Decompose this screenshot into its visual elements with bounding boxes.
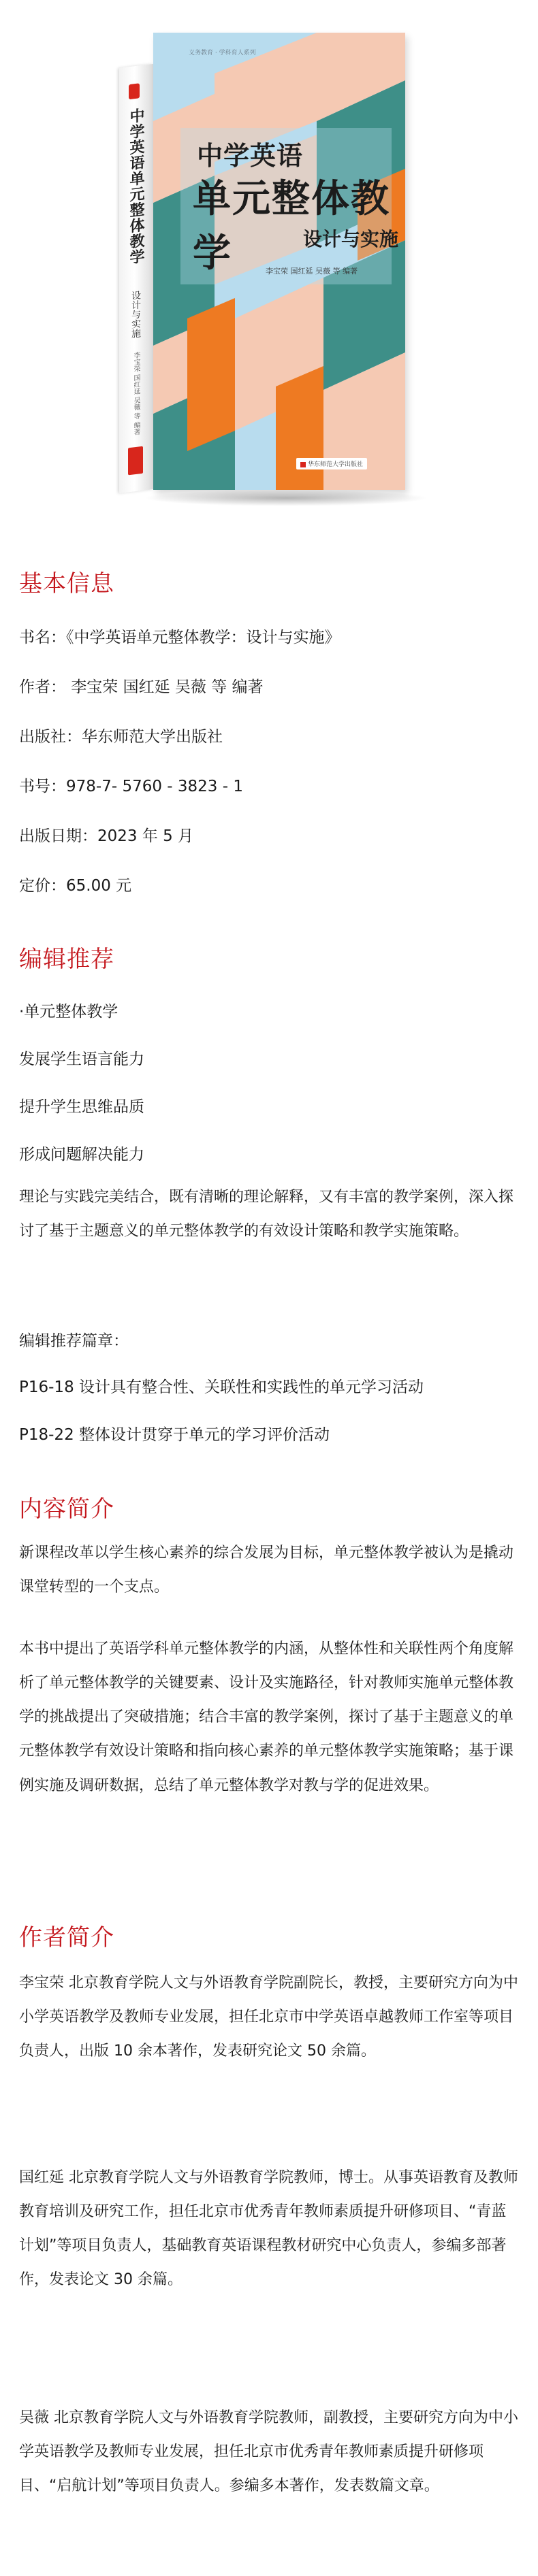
author-bio: 李宝荣 北京教育学院人文与外语教育学院副院长，教授，主要研究方向为中小学英语教学及教师专业发展，担任北京市中学英语卓越教师工作室等项目负责人，出版 10 余本著作，发表研究论文 50 余篇。 bbox=[19, 1975, 518, 2060]
recommend-item: ·单元整体教学 bbox=[19, 1003, 118, 1021]
content-intro-paragraph: 新课程改革以学生核心素养的综合发展为目标，单元整体教学被认为是撬动课堂转型的一个支点。 bbox=[19, 1545, 514, 1596]
author-intro-section bbox=[19, 1924, 519, 1952]
editor-recommend-heading: 编辑推荐 bbox=[19, 946, 114, 973]
recommend-chapter: P16-18 设计具有整合性、关联性和实践性的单元学习活动 bbox=[19, 1378, 424, 1396]
author-bio: 国红延 北京教育学院人文与外语教育学院教师，博士。从事英语教育及教师教育培训及研究工作，担任北京市优秀青年教师素质提升研修项目、“青蓝计划”等项目负责人，基础教育英语课程教材研究中心负责人，参编多部著作，发表论文 30 余篇。 bbox=[19, 2169, 518, 2289]
book-cover bbox=[102, 20, 422, 510]
info-title: 书名：《中学英语单元整体教学：设计与实施》 bbox=[19, 629, 341, 646]
series-label: 义务教育 · 学科育人系列 bbox=[189, 50, 256, 56]
cover-publisher-badge bbox=[296, 458, 367, 469]
cover-shadow bbox=[143, 490, 429, 506]
content-intro-section bbox=[19, 1496, 519, 1523]
info-pub-date: 出版日期：2023 年 5 月 bbox=[19, 827, 194, 845]
author-intro-heading: 作者简介 bbox=[19, 1924, 114, 1951]
author-bio: 吴薇 北京教育学院人文与外语教育学院教师，副教授，主要研究方向为中小学英语教学及教师专业发展，担任北京市优秀青年教师素质提升研修项目、“启航计划”等项目负责人。参编多本著作，发表数篇文章。 bbox=[19, 2409, 518, 2495]
cover-title-line2: 单元整体教学 bbox=[193, 177, 390, 276]
book-spine bbox=[119, 64, 153, 493]
basic-info-heading: 基本信息 bbox=[19, 570, 114, 597]
basic-info-section bbox=[19, 570, 519, 598]
spine-subtitle: 设计与实施 bbox=[130, 290, 141, 340]
info-isbn: 书号：978-7- 5760 - 3823 - 1 bbox=[19, 778, 243, 795]
publisher-mark-icon bbox=[300, 462, 306, 467]
recommend-item: 发展学生语言能力 bbox=[19, 1051, 144, 1068]
recommend-chapters-label: 编辑推荐篇章： bbox=[19, 1332, 129, 1350]
recommend-chapter: P18-22 整体设计贯穿于单元的学习评价活动 bbox=[19, 1426, 330, 1444]
editor-recommend-section bbox=[19, 946, 519, 974]
recommend-summary: 理论与实践完美结合，既有清晰的理论解释，又有丰富的教学案例，深入探讨了基于主题意义的单元整体教学的有效设计策略和教学实施策略。 bbox=[19, 1189, 514, 1240]
info-price: 定价：65.00 元 bbox=[19, 877, 132, 895]
cover-subtitle: 设计与实施 bbox=[303, 228, 399, 250]
spine-publisher-mark-icon bbox=[128, 446, 143, 476]
info-publisher: 出版社：华东师范大学出版社 bbox=[19, 728, 223, 746]
recommend-item: 提升学生思维品质 bbox=[19, 1098, 144, 1116]
recommend-item: 形成问题解决能力 bbox=[19, 1146, 144, 1163]
info-authors: 作者： 李宝荣 国红延 吴薇 等 编著 bbox=[19, 678, 264, 696]
spine-authors: 李宝荣 国红延 吴薇 等 编著 bbox=[132, 351, 140, 436]
publisher-logo-icon bbox=[129, 83, 140, 99]
cover-publisher-name: 华东师范大学出版社 bbox=[308, 461, 364, 468]
book-front-cover bbox=[153, 33, 405, 490]
cover-title-line1: 中学英语 bbox=[197, 141, 304, 171]
content-intro-paragraph: 本书中提出了英语学科单元整体教学的内涵，从整体性和关联性两个角度解析了单元整体教学的关键要素、设计及实施路径，针对教师实施单元整体教学的挑战提出了突破措施；结合丰富的教学案例，探讨了基于主题意义的单元整体教学有效设计策略和指向核心素养的单元整体教学实施策略；基于课例实施及调研数据，总结了单元整体教学对教与学的促进效果。 bbox=[19, 1640, 514, 1794]
cover-authors: 李宝荣 国红延 吴薇 等 编著 bbox=[266, 267, 358, 276]
spine-title: 中学英语单元整体教学 bbox=[127, 107, 144, 266]
content-intro-heading: 内容简介 bbox=[19, 1496, 114, 1523]
